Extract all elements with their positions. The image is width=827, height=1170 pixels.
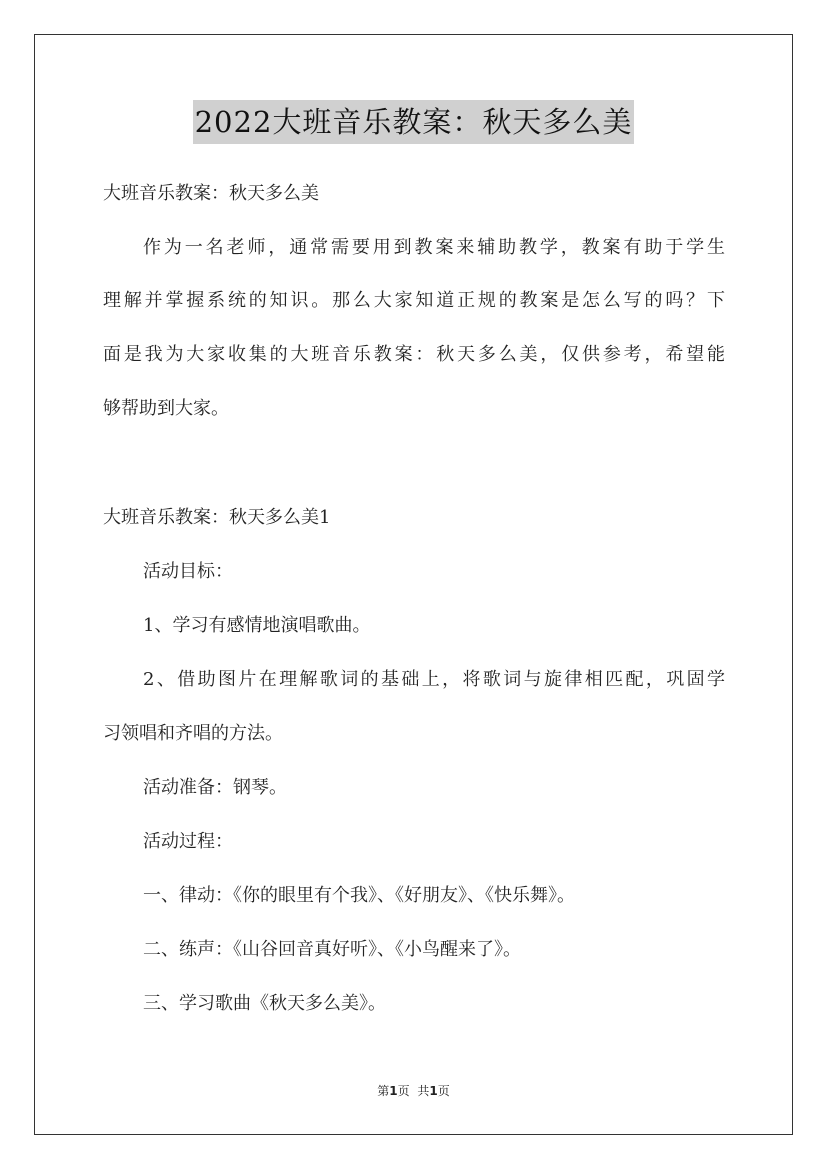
intro-line-3: 面是我为大家收集的大班音乐教案：秋天多么美，仅供参考，希望能 (103, 344, 725, 365)
total-pages: 1 (429, 1084, 438, 1098)
document-title: 2022大班音乐教案：秋天多么美 (193, 100, 635, 144)
goal-2-line-1: 2、借助图片在理解歌词的基础上，将歌词与旋律相匹配，巩固学 (143, 669, 725, 690)
activity-goal-label: 活动目标： (143, 561, 233, 582)
goal-2-line-2: 习领唱和齐唱的方法。 (103, 723, 283, 744)
page-number: 1 (389, 1084, 398, 1098)
activity-process-label: 活动过程： (143, 831, 233, 852)
section-heading: 大班音乐教案：秋天多么美1 (103, 507, 331, 528)
activity-preparation: 活动准备：钢琴。 (143, 777, 287, 798)
page-prefix: 第 (377, 1084, 390, 1098)
document-subtitle: 大班音乐教案：秋天多么美 (103, 183, 319, 204)
goal-1: 1、学习有感情地演唱歌曲。 (143, 615, 371, 636)
process-step-3: 三、学习歌曲《秋天多么美》。 (143, 993, 386, 1014)
total-prefix: 共 (417, 1084, 430, 1098)
intro-line-2: 理解并掌握系统的知识。那么大家知道正规的教案是怎么写的吗？下 (103, 290, 725, 311)
intro-line-1: 作为一名老师，通常需要用到教案来辅助教学，教案有助于学生 (143, 237, 725, 258)
page-footer (0, 1082, 827, 1099)
intro-line-4: 够帮助到大家。 (103, 398, 229, 419)
process-step-1: 一、律动：《你的眼里有个我》、《好朋友》、《快乐舞》。 (143, 885, 575, 906)
total-suffix: 页 (437, 1084, 450, 1098)
process-step-2: 二、练声：《山谷回音真好听》、《小鸟醒来了》。 (143, 939, 521, 960)
title-container (0, 100, 827, 144)
page-suffix: 页 (397, 1084, 410, 1098)
